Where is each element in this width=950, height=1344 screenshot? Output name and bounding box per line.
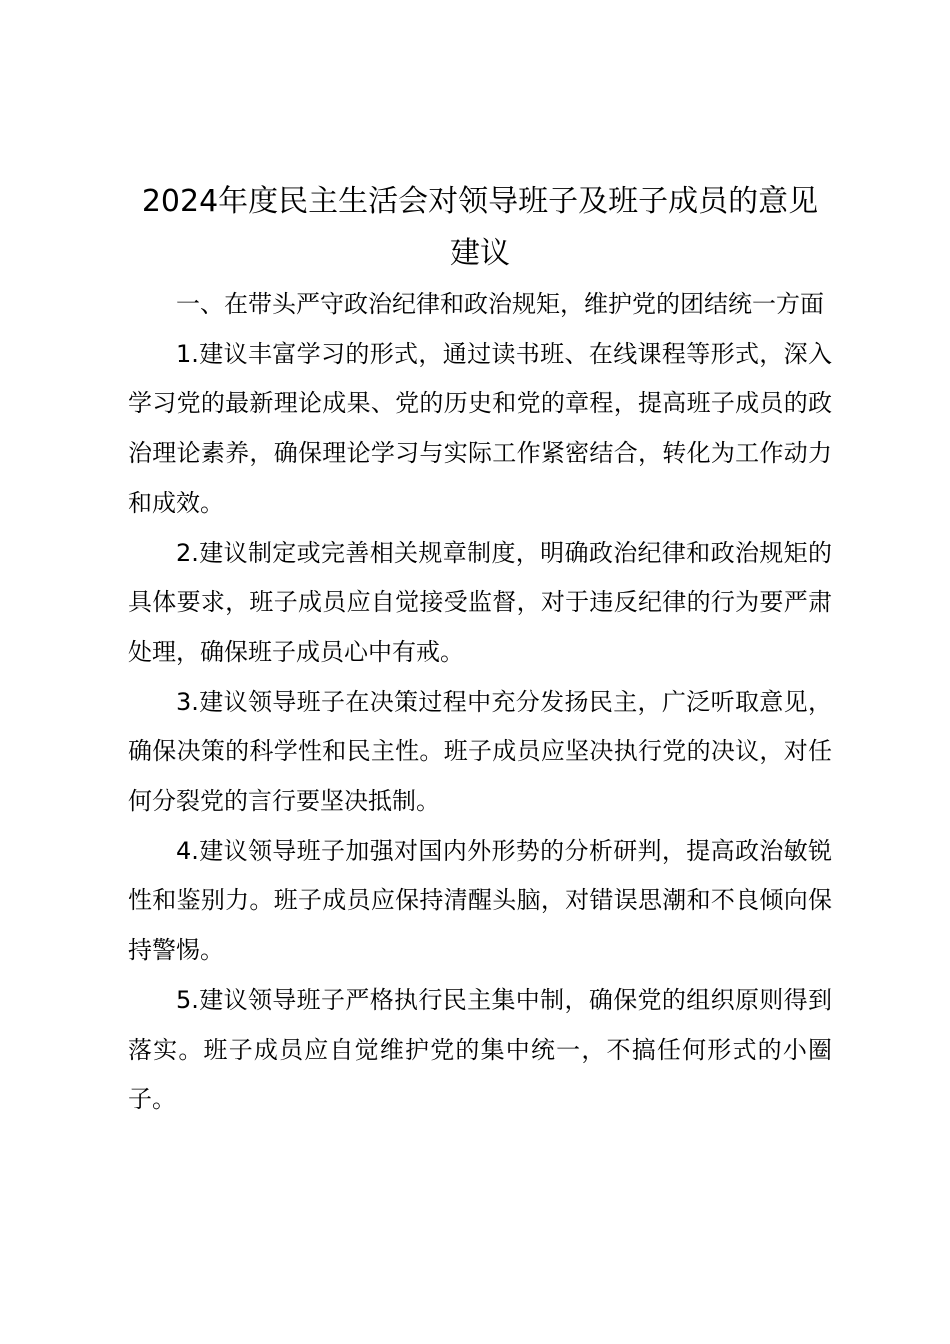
paragraph-5: 5.建议领导班子严格执行民主集中制，确保党的组织原则得到落实。班子成员应自觉维护党的集中统一，不搞任何形式的小圈子。: [128, 985, 832, 1114]
section-heading: 一、在带头严守政治纪律和政治规矩，维护党的团结统一方面: [176, 290, 824, 318]
paragraph-2: 2.建议制定或完善相关规章制度，明确政治纪律和政治规矩的具体要求，班子成员应自觉接受监督，对于违反纪律的行为要严肃处理，确保班子成员心中有戒。: [128, 538, 832, 666]
paragraph-3: 3.建议领导班子在决策过程中充分发扬民主，广泛听取意见，确保决策的科学性和民主性。班子成员应坚决执行党的决议，对任何分裂党的言行要坚决抵制。: [128, 687, 832, 816]
document-title: 2024年度民主生活会对领导班子及班子成员的意见建议: [141, 184, 819, 271]
paragraph-1: 1.建议丰富学习的形式，通过读书班、在线课程等形式，深入学习党的最新理论成果、党的历史和党的章程，提高班子成员的政治理论素养，确保理论学习与实际工作紧密结合，转化为工作动力和成效。: [128, 339, 832, 517]
paragraph-4: 4.建议领导班子加强对国内外形势的分析研判，提高政治敏锐性和鉴别力。班子成员应保持清醒头脑，对错误思潮和不良倾向保持警惕。: [128, 836, 832, 965]
document-body: [128, 280, 832, 1125]
